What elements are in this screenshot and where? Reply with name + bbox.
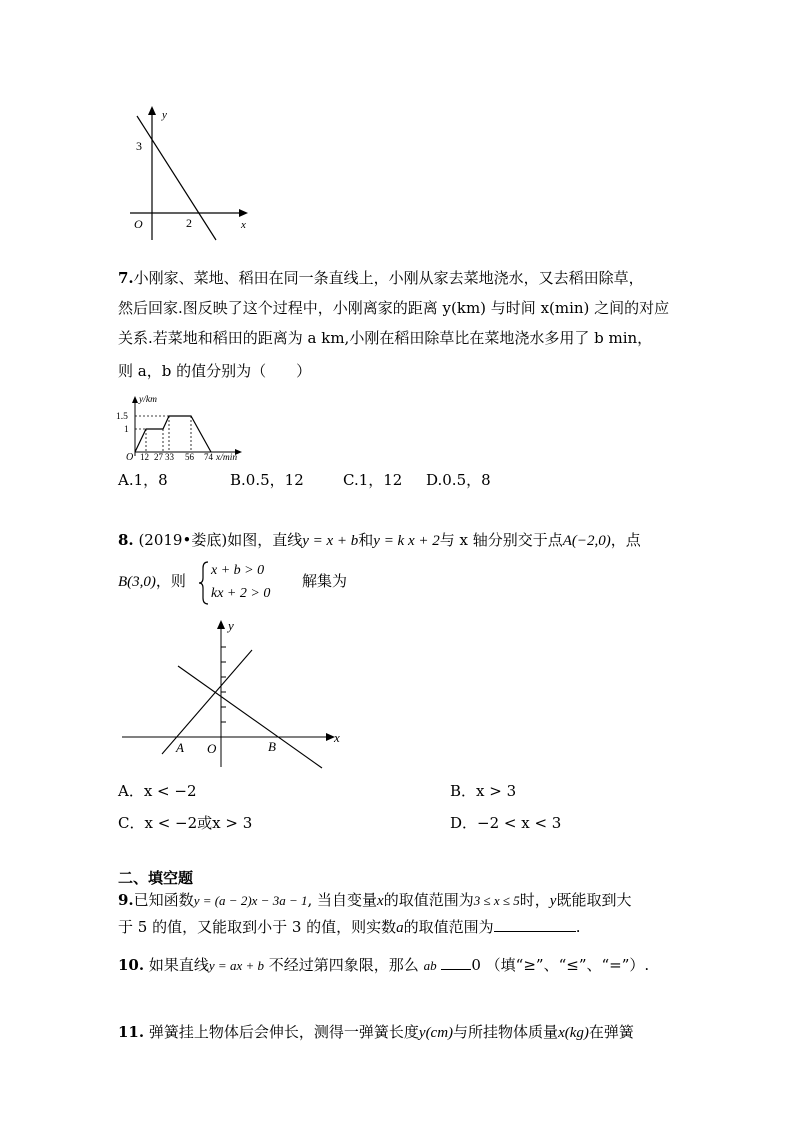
q9-period: . — [575, 918, 581, 936]
q7-x-tick-56: 56 — [185, 452, 194, 462]
q9-answer-blank[interactable] — [494, 931, 576, 932]
section-title-fill-blanks: 二、填空题 — [118, 869, 194, 887]
q8-text-f: 解集为 — [302, 572, 348, 590]
y-axis-arrow-icon — [148, 106, 156, 115]
q11-y-unit: y(cm) — [418, 1025, 454, 1041]
q8-text-e: ，则 — [155, 572, 186, 590]
q9-text-g: 的取值范围为 — [403, 918, 494, 936]
q9-text-f: 于 5 的值，又能取到小于 3 的值，则实数 — [118, 918, 397, 936]
q8-sys-line2: kx + 2 > 0 — [211, 586, 271, 601]
q7-option-d[interactable]: D.0.5，8 — [426, 471, 491, 489]
q8-text-c: 与 x 轴分别交于点 — [439, 531, 563, 549]
q7-line2: 然后回家.图反映了这个过程中，小刚离家的距离 y(km) 与时间 x(min) 之间的对应 — [118, 299, 670, 317]
q11-text-c: 在弹簧 — [588, 1023, 634, 1041]
q7-origin: O — [126, 452, 134, 462]
q11-number: 11. — [118, 1023, 145, 1041]
q10-eq: y = ax + b — [208, 958, 264, 973]
q7-distance-time-graph — [112, 392, 252, 462]
q9-text-e: 既能取到大 — [556, 891, 632, 909]
q8-number: 8. — [118, 531, 134, 549]
q8-point-b-label: B — [268, 739, 276, 754]
q8-x-label: x — [334, 730, 340, 745]
q8-option-b[interactable]: B．x > 3 — [450, 782, 517, 800]
q8-y-label: y — [228, 618, 234, 633]
q7-y-label: y/km — [139, 395, 157, 405]
q8-brace-icon — [198, 560, 210, 606]
q7-y-arrow-icon — [132, 396, 138, 403]
q8-origin-label: O — [207, 741, 217, 756]
q7-option-b[interactable]: B.0.5，12 — [230, 471, 304, 489]
q8-eq1: y = x + b — [302, 533, 359, 549]
q7-option-c[interactable]: C.1，12 — [343, 471, 403, 489]
q7-x-tick-33: 33 — [165, 452, 174, 462]
q7-x-label: x/min — [216, 453, 238, 462]
q8-option-a[interactable]: A．x < −2 — [118, 782, 197, 800]
q8-line1 — [118, 525, 641, 556]
q7-line3: 关系.若菜地和稻田的距离为 a km,小刚在稻田除草比在菜地浇水多用了 b min， — [118, 329, 653, 347]
q9-range: 3 ≤ x ≤ 5 — [473, 893, 520, 908]
q10-text-b: 不经过第四象限，那么 — [268, 956, 419, 974]
q9-text-a: 已知函数 — [133, 891, 194, 909]
q8-point-a: A(−2,0) — [562, 533, 611, 549]
q9-func: y = (a − 2)x − 3a − 1 — [193, 893, 308, 908]
q9-var-y: y — [549, 893, 557, 909]
q8-eq2: y = k x + 2 — [373, 533, 440, 549]
q9-var-a: a — [396, 920, 404, 936]
q8-point-b: B(3,0) — [118, 574, 156, 590]
origin-label: O — [134, 217, 143, 231]
q8-y-arrow-icon — [217, 620, 225, 629]
q9-number: 9. — [118, 891, 134, 909]
q10-answer-blank[interactable] — [441, 969, 471, 970]
graph-line — [137, 116, 216, 240]
q8-text-b: 和 — [358, 531, 374, 549]
x-axis-label: x — [241, 219, 246, 231]
q8-text-d: ，点 — [610, 531, 641, 549]
q8-lines-graph — [120, 612, 350, 772]
q9-line2 — [118, 912, 580, 943]
q9-text-d: 时， — [519, 891, 550, 909]
q7-line1 — [118, 263, 644, 293]
q7-y-tick-1: 1 — [124, 425, 129, 435]
q8-sys-line1: x + b > 0 — [211, 563, 265, 578]
q10-ab: ab — [423, 958, 437, 973]
q7-x-tick-74: 74 — [204, 452, 213, 462]
q8-option-c[interactable]: C．x < −2或x > 3 — [118, 814, 253, 832]
q8-point-a-label: A — [176, 740, 184, 755]
q7-option-a[interactable]: A.1，8 — [118, 471, 168, 489]
y-intercept-label: 3 — [136, 139, 142, 153]
q11-x-unit: x(kg) — [558, 1025, 589, 1041]
q8-point-b-line — [118, 566, 186, 597]
q7-x-tick-27: 27 — [154, 452, 163, 462]
q9-var-x: x — [377, 893, 384, 909]
q7-line4: 则 a，b 的值分别为（ ） — [118, 362, 312, 380]
q8-line-y-kx-2 — [178, 666, 322, 768]
q8-option-d[interactable]: D．−2 < x < 3 — [450, 814, 562, 832]
x-intercept-label: 2 — [186, 216, 192, 230]
q10-text-c: 0 （填“≥”、“≤”、“=”）. — [471, 956, 650, 974]
q7-y-tick-1.5: 1.5 — [116, 412, 128, 422]
q8-text-a: 如图，直线 — [227, 531, 303, 549]
q7-number: 7. — [118, 269, 134, 287]
q10-text-a: 如果直线 — [148, 956, 209, 974]
q9-text-b: , 当自变量 — [307, 891, 378, 909]
q11-text-b: 与所挂物体质量 — [453, 1023, 559, 1041]
q11-line — [118, 1017, 634, 1048]
q7-x-tick-12: 12 — [140, 452, 149, 462]
q8-line-y-x-b — [162, 650, 252, 754]
q11-text-a: 弹簧挂上物体后会伸长，测得一弹簧长度 — [148, 1023, 419, 1041]
q8-source: (2019•娄底) — [138, 531, 228, 549]
q10-number: 10. — [118, 956, 145, 974]
figure-line-graph — [120, 100, 260, 245]
q7-text-1: 小刚家、菜地、稻田在同一条直线上，小刚从家去菜地浇水，又去稻田除草， — [133, 269, 644, 287]
y-axis-label: y — [162, 109, 167, 121]
x-axis-arrow-icon — [239, 209, 248, 217]
q10-line — [118, 950, 649, 981]
q9-text-c: 的取值范围为 — [383, 891, 474, 909]
